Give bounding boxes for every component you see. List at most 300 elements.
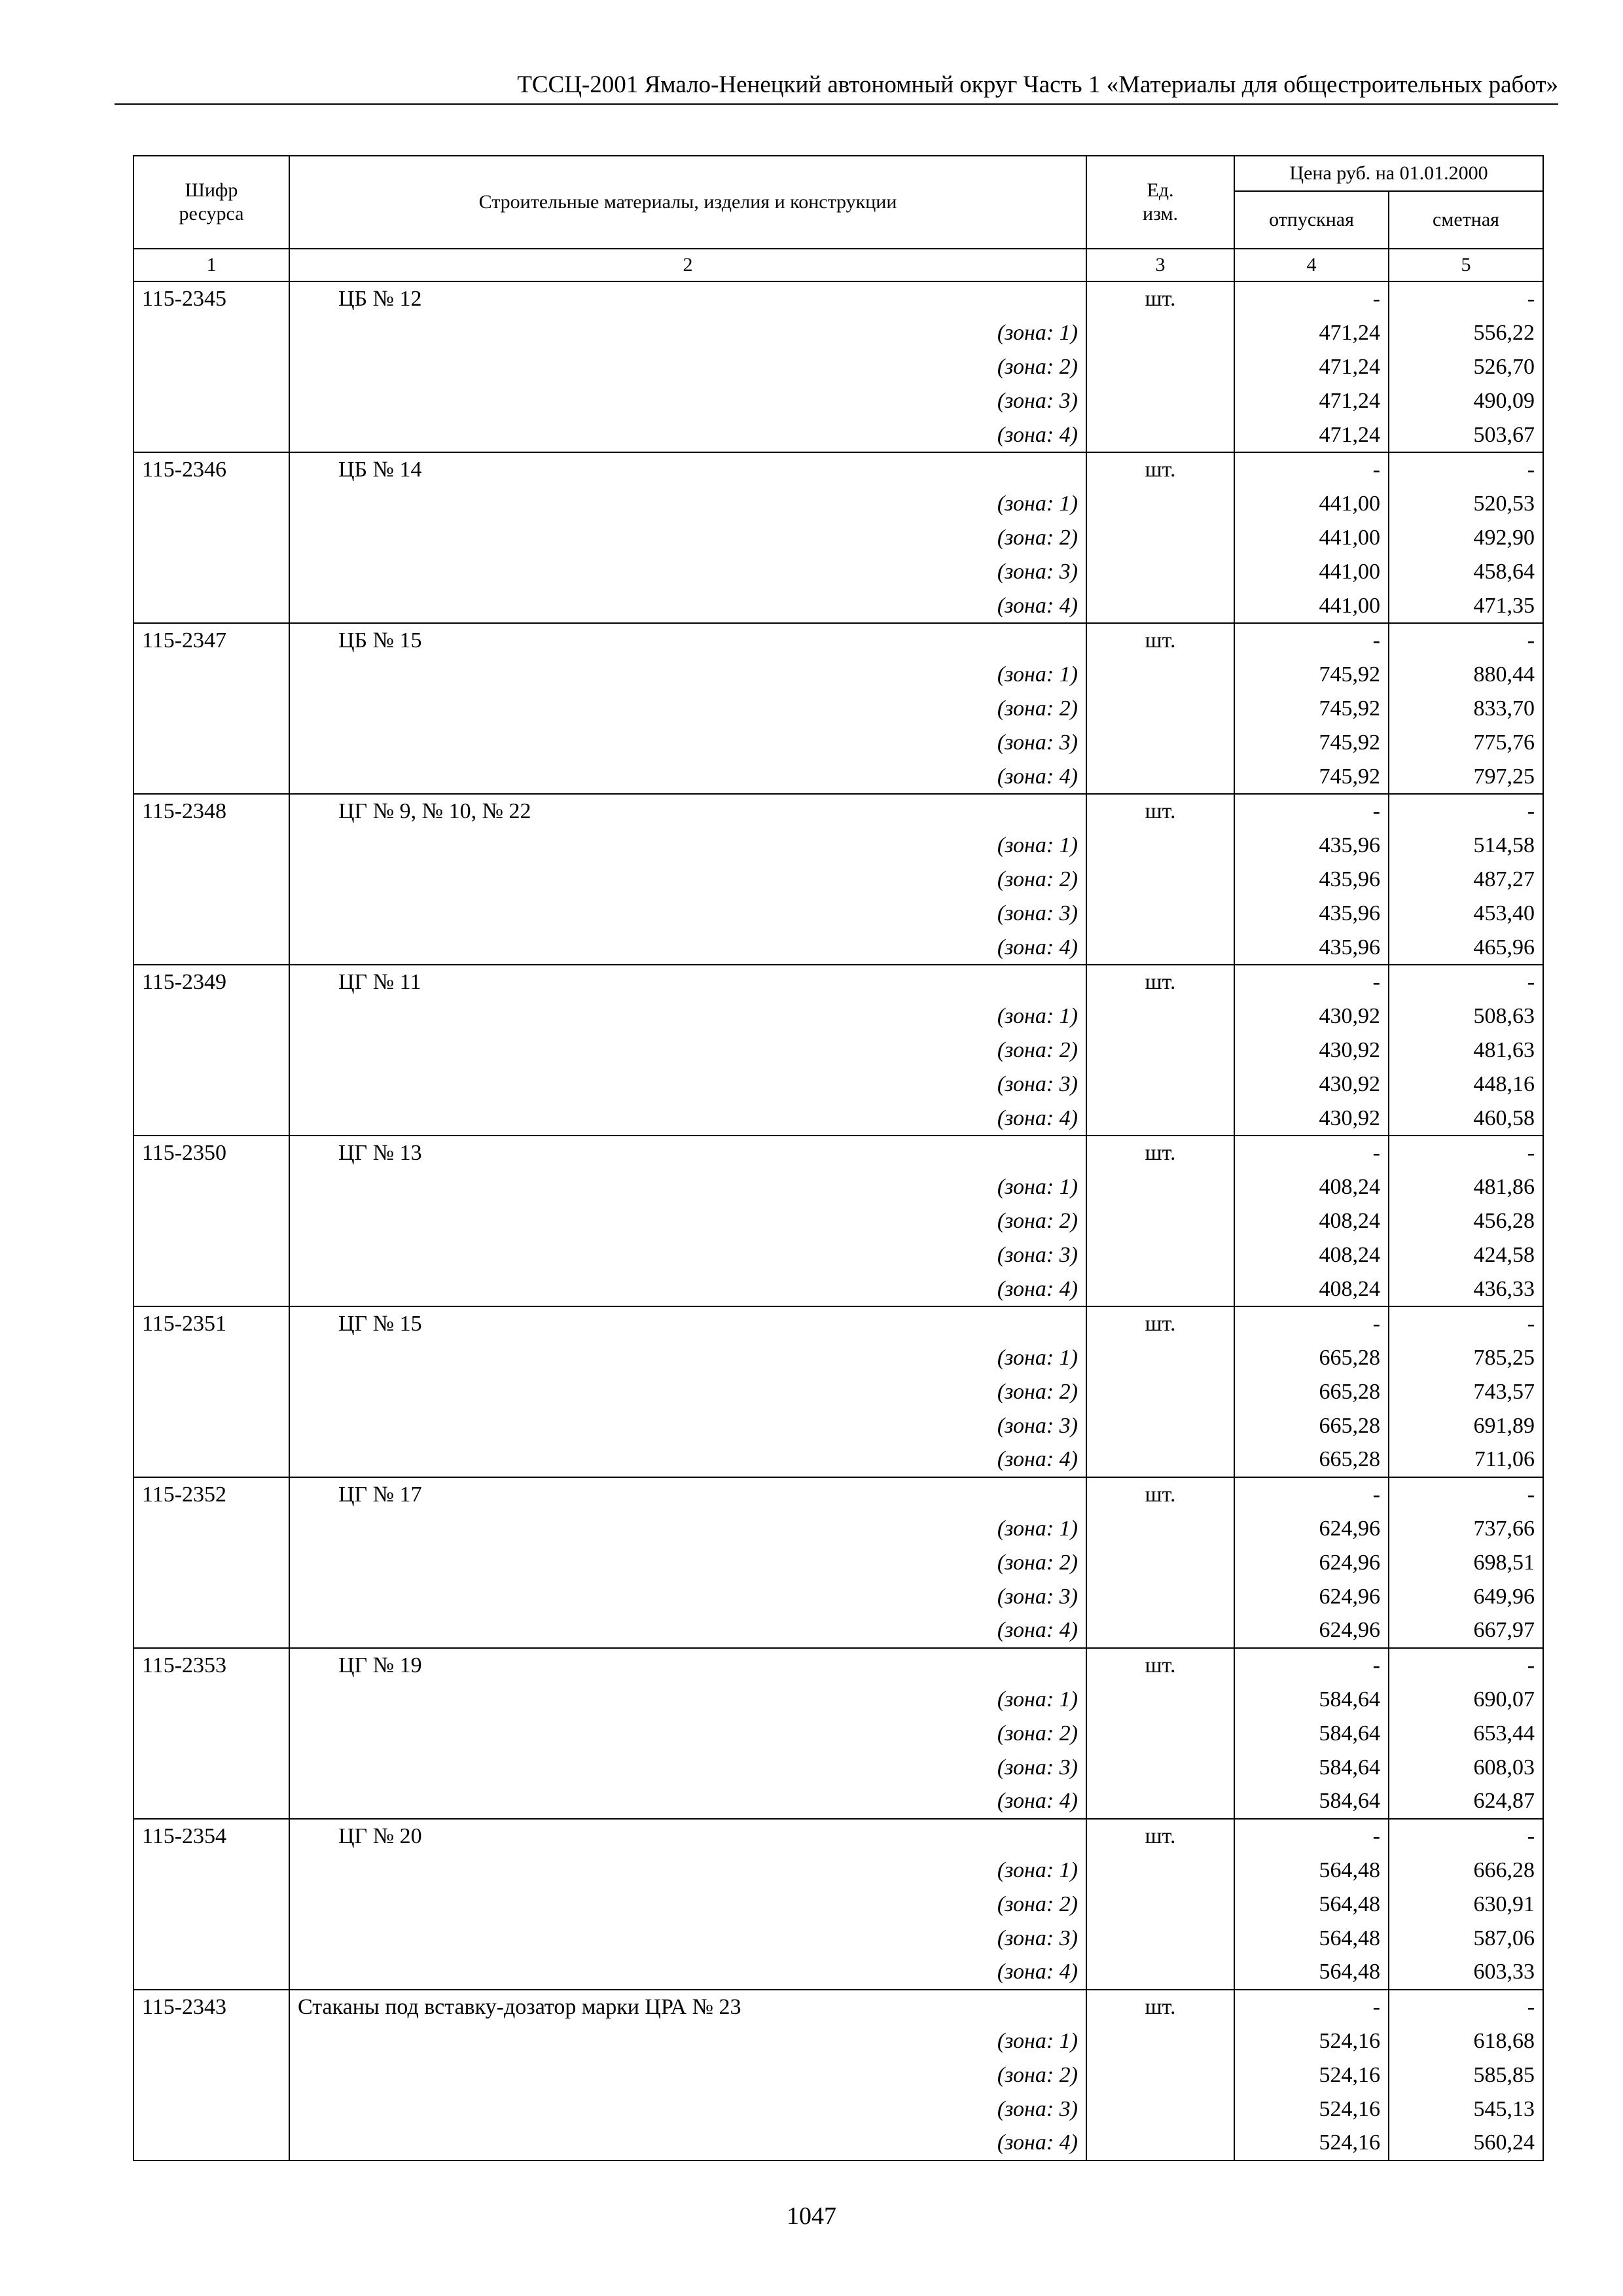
estimate-price: - (1389, 1990, 1543, 2024)
table-row (134, 1136, 1543, 1170)
unit-empty (1086, 384, 1234, 418)
column-header-price-group: Цена руб. на 01.01.2000 (1234, 156, 1543, 191)
unit-empty (1086, 1341, 1234, 1375)
wholesale-price: 624,96 (1234, 1613, 1389, 1648)
wholesale-price: 665,28 (1234, 1408, 1389, 1443)
wholesale-price: - (1234, 452, 1389, 487)
estimate-price: 880,44 (1389, 658, 1543, 692)
resource-code-empty (134, 725, 289, 759)
table-row-zone (134, 1955, 1543, 1990)
wholesale-price: 564,48 (1234, 1887, 1389, 1921)
estimate-price: 492,90 (1389, 521, 1543, 555)
unit-empty (1086, 2126, 1234, 2161)
table-row-zone (134, 350, 1543, 384)
wholesale-price: 745,92 (1234, 725, 1389, 759)
wholesale-price: 430,92 (1234, 1067, 1389, 1101)
estimate-price: 465,96 (1389, 930, 1543, 965)
resource-code-empty (134, 759, 289, 794)
zone-label: (зона: 2) (289, 1375, 1086, 1409)
table-row (134, 1648, 1543, 1683)
table-row-zone (134, 930, 1543, 965)
unit-empty (1086, 1204, 1234, 1238)
estimate-price: 490,09 (1389, 384, 1543, 418)
resource-code-empty (134, 692, 289, 726)
resource-code-empty (134, 863, 289, 897)
unit-empty (1086, 2058, 1234, 2092)
wholesale-price: 584,64 (1234, 1683, 1389, 1717)
unit-empty (1086, 930, 1234, 965)
resource-code: 115-2346 (134, 452, 289, 487)
zone-label: (зона: 3) (289, 384, 1086, 418)
wholesale-price: - (1234, 794, 1389, 829)
wholesale-price: 665,28 (1234, 1341, 1389, 1375)
wholesale-price: 441,00 (1234, 487, 1389, 521)
resource-code-empty (134, 588, 289, 623)
zone-label: (зона: 3) (289, 1921, 1086, 1955)
resource-code-empty (134, 384, 289, 418)
estimate-price: 624,87 (1389, 1784, 1543, 1819)
wholesale-price: 624,96 (1234, 1579, 1389, 1613)
estimate-price: 585,85 (1389, 2058, 1543, 2092)
zone-label: (зона: 3) (289, 2092, 1086, 2126)
estimate-price: - (1389, 794, 1543, 829)
unit-empty (1086, 759, 1234, 794)
estimate-price: 424,58 (1389, 1238, 1543, 1272)
unit-empty (1086, 725, 1234, 759)
resource-code: 115-2347 (134, 623, 289, 658)
resource-code-empty (134, 1750, 289, 1784)
unit-empty (1086, 1375, 1234, 1409)
resource-code: 115-2353 (134, 1648, 289, 1683)
table-row (134, 794, 1543, 829)
estimate-price: - (1389, 623, 1543, 658)
resource-code-empty (134, 554, 289, 588)
table-row (134, 1990, 1543, 2024)
table-row-zone (134, 1170, 1543, 1204)
estimate-price: - (1389, 281, 1543, 316)
zone-label: (зона: 4) (289, 930, 1086, 965)
wholesale-price: 665,28 (1234, 1375, 1389, 1409)
table-row-zone (134, 1613, 1543, 1648)
page-number: 1047 (787, 2202, 836, 2230)
zone-label: (зона: 1) (289, 2024, 1086, 2058)
resource-code-empty (134, 1887, 289, 1921)
estimate-price: 698,51 (1389, 1545, 1543, 1579)
unit-empty (1086, 896, 1234, 930)
estimate-price: 797,25 (1389, 759, 1543, 794)
wholesale-price: - (1234, 1136, 1389, 1170)
zone-label: (зона: 1) (289, 999, 1086, 1033)
column-number: 1 (134, 249, 289, 281)
unit-empty (1086, 1716, 1234, 1750)
table-row (134, 281, 1543, 316)
unit-empty (1086, 1784, 1234, 1819)
zone-label: (зона: 3) (289, 1067, 1086, 1101)
table-row (134, 623, 1543, 658)
table-row-zone (134, 588, 1543, 623)
table-row-zone (134, 1408, 1543, 1443)
table-row-zone (134, 2024, 1543, 2058)
table-row-zone (134, 1033, 1543, 1067)
zone-label: (зона: 3) (289, 1579, 1086, 1613)
zone-label: (зона: 4) (289, 1443, 1086, 1477)
zone-label: (зона: 1) (289, 1341, 1086, 1375)
column-header-unit: Ед. изм. (1086, 156, 1234, 249)
zone-label: (зона: 2) (289, 2058, 1086, 2092)
wholesale-price: 564,48 (1234, 1854, 1389, 1888)
estimate-price: 653,44 (1389, 1716, 1543, 1750)
table-row-zone (134, 2058, 1543, 2092)
zone-label: (зона: 4) (289, 1613, 1086, 1648)
wholesale-price: - (1234, 1990, 1389, 2024)
wholesale-price: 584,64 (1234, 1750, 1389, 1784)
table-row-zone (134, 725, 1543, 759)
resource-code-empty (134, 1408, 289, 1443)
unit-empty (1086, 1750, 1234, 1784)
estimate-price: 458,64 (1389, 554, 1543, 588)
table-row-zone (134, 1854, 1543, 1888)
zone-label: (зона: 2) (289, 521, 1086, 555)
zone-label: (зона: 1) (289, 1683, 1086, 1717)
unit-empty (1086, 588, 1234, 623)
material-name: ЦБ № 15 (289, 623, 1086, 658)
wholesale-price: 408,24 (1234, 1170, 1389, 1204)
wholesale-price: 435,96 (1234, 930, 1389, 965)
unit-of-measure: шт. (1086, 1136, 1234, 1170)
estimate-price: 775,76 (1389, 725, 1543, 759)
column-number: 4 (1234, 249, 1389, 281)
resource-code-empty (134, 1579, 289, 1613)
wholesale-price: 408,24 (1234, 1204, 1389, 1238)
estimate-price: 526,70 (1389, 350, 1543, 384)
wholesale-price: 441,00 (1234, 554, 1389, 588)
table-row-zone (134, 1375, 1543, 1409)
unit-empty (1086, 863, 1234, 897)
resource-code-empty (134, 1716, 289, 1750)
wholesale-price: 745,92 (1234, 658, 1389, 692)
unit-empty (1086, 999, 1234, 1033)
wholesale-price: 584,64 (1234, 1716, 1389, 1750)
unit-empty (1086, 829, 1234, 863)
zone-label: (зона: 2) (289, 863, 1086, 897)
wholesale-price: 471,24 (1234, 418, 1389, 452)
estimate-price: 649,96 (1389, 1579, 1543, 1613)
table-row-zone (134, 521, 1543, 555)
wholesale-price: 564,48 (1234, 1921, 1389, 1955)
resource-code: 115-2343 (134, 1990, 289, 2024)
estimate-price: 456,28 (1389, 1204, 1543, 1238)
table-row (134, 1477, 1543, 1512)
resource-code-empty (134, 1170, 289, 1204)
wholesale-price: 524,16 (1234, 2024, 1389, 2058)
estimate-price: 436,33 (1389, 1272, 1543, 1306)
table-row-zone (134, 2092, 1543, 2126)
table-row (134, 1819, 1543, 1854)
material-name: ЦБ № 12 (289, 281, 1086, 316)
estimate-price: 448,16 (1389, 1067, 1543, 1101)
unit-empty (1086, 2024, 1234, 2058)
wholesale-price: 441,00 (1234, 588, 1389, 623)
estimate-price: 453,40 (1389, 896, 1543, 930)
table-row-zone (134, 1204, 1543, 1238)
resource-code-empty (134, 316, 289, 350)
estimate-price: 785,25 (1389, 1341, 1543, 1375)
table-row-zone (134, 896, 1543, 930)
estimate-price: 743,57 (1389, 1375, 1543, 1409)
zone-label: (зона: 1) (289, 487, 1086, 521)
unit-empty (1086, 1955, 1234, 1990)
zone-label: (зона: 2) (289, 350, 1086, 384)
wholesale-price: 524,16 (1234, 2092, 1389, 2126)
unit-empty (1086, 554, 1234, 588)
unit-empty (1086, 1408, 1234, 1443)
resource-code: 115-2349 (134, 965, 289, 999)
estimate-price: - (1389, 1477, 1543, 1512)
unit-of-measure: шт. (1086, 1648, 1234, 1683)
estimate-price: 833,70 (1389, 692, 1543, 726)
resource-code-empty (134, 2092, 289, 2126)
resource-code: 115-2352 (134, 1477, 289, 1512)
table-row-zone (134, 1579, 1543, 1613)
wholesale-price: 624,96 (1234, 1545, 1389, 1579)
resource-code: 115-2351 (134, 1306, 289, 1341)
wholesale-price: 745,92 (1234, 759, 1389, 794)
wholesale-price: 408,24 (1234, 1238, 1389, 1272)
estimate-price: 691,89 (1389, 1408, 1543, 1443)
zone-label: (зона: 3) (289, 1408, 1086, 1443)
unit-of-measure: шт. (1086, 794, 1234, 829)
zone-label: (зона: 2) (289, 1545, 1086, 1579)
wholesale-price: 665,28 (1234, 1443, 1389, 1477)
price-table (133, 155, 1544, 2161)
table-row-zone (134, 1101, 1543, 1136)
table-row-zone (134, 1443, 1543, 1477)
resource-code-empty (134, 1512, 289, 1546)
resource-code-empty (134, 521, 289, 555)
table-row-zone (134, 658, 1543, 692)
table-row-zone (134, 1545, 1543, 1579)
zone-label: (зона: 1) (289, 1854, 1086, 1888)
zone-label: (зона: 4) (289, 418, 1086, 452)
resource-code-empty (134, 930, 289, 965)
estimate-price: - (1389, 1648, 1543, 1683)
material-name: ЦГ № 20 (289, 1819, 1086, 1854)
unit-empty (1086, 1683, 1234, 1717)
table-row-zone (134, 2126, 1543, 2161)
estimate-price: 666,28 (1389, 1854, 1543, 1888)
resource-code-empty (134, 1204, 289, 1238)
unit-empty (1086, 1101, 1234, 1136)
resource-code-empty (134, 1067, 289, 1101)
resource-code-empty (134, 418, 289, 452)
table-row-zone (134, 1341, 1543, 1375)
wholesale-price: 524,16 (1234, 2058, 1389, 2092)
material-name: ЦГ № 9, № 10, № 22 (289, 794, 1086, 829)
wholesale-price: - (1234, 1819, 1389, 1854)
estimate-price: 481,63 (1389, 1033, 1543, 1067)
zone-label: (зона: 3) (289, 1238, 1086, 1272)
unit-of-measure: шт. (1086, 1477, 1234, 1512)
material-name: ЦГ № 11 (289, 965, 1086, 999)
zone-label: (зона: 2) (289, 1204, 1086, 1238)
unit-empty (1086, 418, 1234, 452)
estimate-price: - (1389, 1306, 1543, 1341)
wholesale-price: - (1234, 965, 1389, 999)
resource-code-empty (134, 658, 289, 692)
zone-label: (зона: 4) (289, 1272, 1086, 1306)
unit-empty (1086, 316, 1234, 350)
estimate-price: 667,97 (1389, 1613, 1543, 1648)
wholesale-price: 435,96 (1234, 896, 1389, 930)
resource-code-empty (134, 1683, 289, 1717)
resource-code-empty (134, 2024, 289, 2058)
table-row-zone (134, 829, 1543, 863)
estimate-price: 556,22 (1389, 316, 1543, 350)
zone-label: (зона: 1) (289, 1170, 1086, 1204)
table-row-zone (134, 692, 1543, 726)
unit-empty (1086, 1854, 1234, 1888)
wholesale-price: 441,00 (1234, 521, 1389, 555)
unit-empty (1086, 1170, 1234, 1204)
column-number: 3 (1086, 249, 1234, 281)
table-row-zone (134, 1716, 1543, 1750)
column-header-wholesale: отпускная (1234, 191, 1389, 249)
table-row-zone (134, 1683, 1543, 1717)
wholesale-price: 435,96 (1234, 829, 1389, 863)
unit-of-measure: шт. (1086, 1819, 1234, 1854)
zone-label: (зона: 4) (289, 2126, 1086, 2161)
resource-code: 115-2348 (134, 794, 289, 829)
resource-code-empty (134, 1854, 289, 1888)
unit-empty (1086, 1272, 1234, 1306)
estimate-price: 481,86 (1389, 1170, 1543, 1204)
unit-of-measure: шт. (1086, 281, 1234, 316)
resource-code: 115-2354 (134, 1819, 289, 1854)
estimate-price: - (1389, 1819, 1543, 1854)
estimate-price: 711,06 (1389, 1443, 1543, 1477)
estimate-price: 503,67 (1389, 418, 1543, 452)
wholesale-price: - (1234, 1648, 1389, 1683)
resource-code-empty (134, 1272, 289, 1306)
table-row-zone (134, 418, 1543, 452)
table-row (134, 965, 1543, 999)
column-header-estimate: сметная (1389, 191, 1543, 249)
estimate-price: 487,27 (1389, 863, 1543, 897)
zone-label: (зона: 2) (289, 1033, 1086, 1067)
resource-code-empty (134, 999, 289, 1033)
wholesale-price: 745,92 (1234, 692, 1389, 726)
wholesale-price: - (1234, 623, 1389, 658)
unit-empty (1086, 658, 1234, 692)
zone-label: (зона: 4) (289, 1101, 1086, 1136)
table-row (134, 1306, 1543, 1341)
table-row (134, 452, 1543, 487)
material-name: ЦГ № 17 (289, 1477, 1086, 1512)
unit-empty (1086, 521, 1234, 555)
material-name: ЦГ № 19 (289, 1648, 1086, 1683)
unit-empty (1086, 1579, 1234, 1613)
estimate-price: 603,33 (1389, 1955, 1543, 1990)
zone-label: (зона: 4) (289, 1955, 1086, 1990)
table-row-zone (134, 1921, 1543, 1955)
estimate-price: 508,63 (1389, 999, 1543, 1033)
resource-code: 115-2345 (134, 281, 289, 316)
header-rule (115, 103, 1558, 105)
unit-empty (1086, 1238, 1234, 1272)
wholesale-price: 430,92 (1234, 1101, 1389, 1136)
wholesale-price: 524,16 (1234, 2126, 1389, 2161)
wholesale-price: 430,92 (1234, 1033, 1389, 1067)
table-row-zone (134, 1784, 1543, 1819)
wholesale-price: 564,48 (1234, 1955, 1389, 1990)
table-row-zone (134, 487, 1543, 521)
unit-empty (1086, 1921, 1234, 1955)
column-number: 2 (289, 249, 1086, 281)
wholesale-price: 430,92 (1234, 999, 1389, 1033)
table-row-zone (134, 1750, 1543, 1784)
zone-label: (зона: 3) (289, 554, 1086, 588)
unit-of-measure: шт. (1086, 1306, 1234, 1341)
table-body (134, 281, 1543, 2161)
document-header: ТССЦ-2001 Ямало-Ненецкий автономный округ Часть 1 «Материалы для общестроительных работ» (517, 71, 1558, 98)
estimate-price: 630,91 (1389, 1887, 1543, 1921)
material-name: ЦБ № 14 (289, 452, 1086, 487)
zone-label: (зона: 4) (289, 1784, 1086, 1819)
resource-code-empty (134, 350, 289, 384)
table-row-zone (134, 863, 1543, 897)
zone-label: (зона: 4) (289, 588, 1086, 623)
resource-code-empty (134, 2058, 289, 2092)
unit-empty (1086, 1545, 1234, 1579)
wholesale-price: 471,24 (1234, 350, 1389, 384)
zone-label: (зона: 4) (289, 759, 1086, 794)
estimate-price: 520,53 (1389, 487, 1543, 521)
zone-label: (зона: 2) (289, 692, 1086, 726)
wholesale-price: 471,24 (1234, 384, 1389, 418)
material-name: Стаканы под вставку-дозатор марки ЦРА № 23 (289, 1990, 1086, 2024)
material-name: ЦГ № 13 (289, 1136, 1086, 1170)
unit-of-measure: шт. (1086, 965, 1234, 999)
estimate-price: 471,35 (1389, 588, 1543, 623)
zone-label: (зона: 1) (289, 1512, 1086, 1546)
estimate-price: 514,58 (1389, 829, 1543, 863)
wholesale-price: 435,96 (1234, 863, 1389, 897)
zone-label: (зона: 2) (289, 1887, 1086, 1921)
estimate-price: - (1389, 1136, 1543, 1170)
zone-label: (зона: 2) (289, 1716, 1086, 1750)
wholesale-price: 408,24 (1234, 1272, 1389, 1306)
resource-code-empty (134, 896, 289, 930)
unit-empty (1086, 1067, 1234, 1101)
wholesale-price: - (1234, 281, 1389, 316)
table-row-zone (134, 316, 1543, 350)
unit-empty (1086, 350, 1234, 384)
wholesale-price: 584,64 (1234, 1784, 1389, 1819)
unit-empty (1086, 487, 1234, 521)
estimate-price: 560,24 (1389, 2126, 1543, 2161)
resource-code-empty (134, 1921, 289, 1955)
estimate-price: 618,68 (1389, 2024, 1543, 2058)
zone-label: (зона: 3) (289, 896, 1086, 930)
unit-empty (1086, 1512, 1234, 1546)
estimate-price: - (1389, 452, 1543, 487)
table-row-zone (134, 1238, 1543, 1272)
resource-code-empty (134, 1033, 289, 1067)
table-row-zone (134, 1512, 1543, 1546)
estimate-price: 545,13 (1389, 2092, 1543, 2126)
resource-code-empty (134, 1784, 289, 1819)
wholesale-price: - (1234, 1477, 1389, 1512)
